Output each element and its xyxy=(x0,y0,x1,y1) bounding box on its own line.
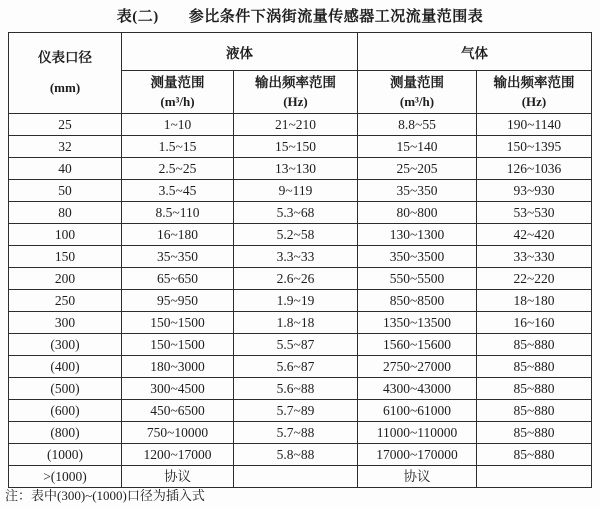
table-cell: 35~350 xyxy=(122,246,234,268)
table-cell: 100 xyxy=(9,224,122,246)
table-cell: 1.9~19 xyxy=(234,290,358,312)
measure-range-unit: (m³/h) xyxy=(160,93,195,109)
table-cell: 16~180 xyxy=(122,224,234,246)
measure-range-unit: (m³/h) xyxy=(399,93,435,109)
table-cell: 5.5~87 xyxy=(234,334,358,356)
table-cell xyxy=(234,466,358,488)
header-row-groups xyxy=(9,33,592,71)
table-cell: 85~880 xyxy=(477,334,592,356)
table-header xyxy=(9,33,592,114)
col-header-liquid-measure-range xyxy=(122,71,234,114)
table-cell: 50 xyxy=(9,180,122,202)
col-group-gas: 气体 xyxy=(358,33,592,71)
table-cell: 80 xyxy=(9,202,122,224)
table-cell: 33~330 xyxy=(477,246,592,268)
col-header-diameter xyxy=(9,33,122,114)
table-cell: 40 xyxy=(9,158,122,180)
table-cell: (600) xyxy=(9,400,122,422)
table-row xyxy=(9,378,592,400)
table-row xyxy=(9,224,592,246)
table-cell: (400) xyxy=(9,356,122,378)
measure-range-label: 测量范围 xyxy=(150,74,205,90)
table-row xyxy=(9,444,592,466)
table-number: 表(二) xyxy=(116,9,159,25)
table-cell: 11000~110000 xyxy=(358,422,477,444)
table-cell: (1000) xyxy=(9,444,122,466)
table-row xyxy=(9,114,592,136)
table-cell: 9~119 xyxy=(234,180,358,202)
table-cell: 3.3~33 xyxy=(234,246,358,268)
table-cell: 1200~17000 xyxy=(122,444,234,466)
table-cell: 5.6~88 xyxy=(234,378,358,400)
table-cell: 150 xyxy=(9,246,122,268)
table-title xyxy=(0,5,600,26)
table-cell: 1~10 xyxy=(122,114,234,136)
table-cell: 250 xyxy=(9,290,122,312)
table-cell: 1.5~15 xyxy=(122,136,234,158)
frequency-range-label: 输出频率范围 xyxy=(255,74,336,90)
table-cell: 85~880 xyxy=(477,422,592,444)
table-cell: 85~880 xyxy=(477,444,592,466)
table-cell: 150~1500 xyxy=(122,334,234,356)
table-cell: 16~160 xyxy=(477,312,592,334)
col-header-liquid-frequency-range xyxy=(234,71,358,114)
table-cell: 180~3000 xyxy=(122,356,234,378)
table-row xyxy=(9,334,592,356)
table-cell: 350~3500 xyxy=(358,246,477,268)
table-cell: 15~150 xyxy=(234,136,358,158)
col-header-gas-frequency-range xyxy=(477,71,592,114)
table-cell: 2750~27000 xyxy=(358,356,477,378)
table-cell: 550~5500 xyxy=(358,268,477,290)
table-cell: 13~130 xyxy=(234,158,358,180)
table-cell: 85~880 xyxy=(477,356,592,378)
table-cell: 5.7~89 xyxy=(234,400,358,422)
table-cell xyxy=(477,466,592,488)
table-cell: >(1000) xyxy=(9,466,122,488)
col-header-gas-measure-range xyxy=(358,71,477,114)
table-cell: 95~950 xyxy=(122,290,234,312)
table-cell: 450~6500 xyxy=(122,400,234,422)
table-cell: 300 xyxy=(9,312,122,334)
table-cell: (800) xyxy=(9,422,122,444)
measure-range-label: 测量范围 xyxy=(390,74,444,90)
table-cell: 5.2~58 xyxy=(234,224,358,246)
table-cell: 5.6~87 xyxy=(234,356,358,378)
table-body xyxy=(9,114,592,488)
table-cell: 190~1140 xyxy=(477,114,592,136)
col-group-liquid: 液体 xyxy=(122,33,358,71)
table-cell: 25~205 xyxy=(358,158,477,180)
table-cell: 8.8~55 xyxy=(358,114,477,136)
table-caption: 参比条件下涡街流量传感器工况流量范围表 xyxy=(188,9,484,25)
table-cell: (300) xyxy=(9,334,122,356)
table-cell: 85~880 xyxy=(477,378,592,400)
table-cell: 1350~13500 xyxy=(358,312,477,334)
table-row xyxy=(9,356,592,378)
table-cell: 130~1300 xyxy=(358,224,477,246)
table-cell: 150~1395 xyxy=(477,136,592,158)
frequency-range-unit: (Hz) xyxy=(521,93,547,109)
table-cell: 126~1036 xyxy=(477,158,592,180)
table-row xyxy=(9,466,592,488)
table-row xyxy=(9,202,592,224)
table-cell: 3.5~45 xyxy=(122,180,234,202)
table-cell: 300~4500 xyxy=(122,378,234,400)
table-cell: 150~1500 xyxy=(122,312,234,334)
table-cell: 5.8~88 xyxy=(234,444,358,466)
table-cell: 5.3~68 xyxy=(234,202,358,224)
table-cell: 1.8~18 xyxy=(234,312,358,334)
table-cell: 80~800 xyxy=(358,202,477,224)
table-cell: 2.6~26 xyxy=(234,268,358,290)
table-cell: 5.7~88 xyxy=(234,422,358,444)
footnote: 注：表中(300)~(1000)口径为插入式 xyxy=(5,488,205,503)
table-cell: 200 xyxy=(9,268,122,290)
diameter-label: 仪表口径 xyxy=(38,50,92,66)
table-cell: 85~880 xyxy=(477,400,592,422)
diameter-unit: (mm) xyxy=(49,80,81,96)
table-row xyxy=(9,290,592,312)
table-cell: 1560~15600 xyxy=(358,334,477,356)
table-cell: 4300~43000 xyxy=(358,378,477,400)
frequency-range-label: 输出频率范围 xyxy=(493,74,575,90)
table-cell: 协议 xyxy=(122,466,234,488)
table-cell: 850~8500 xyxy=(358,290,477,312)
table-cell: 65~650 xyxy=(122,268,234,290)
table-cell: (500) xyxy=(9,378,122,400)
frequency-range-unit: (Hz) xyxy=(283,93,308,109)
table-row xyxy=(9,180,592,202)
table-row xyxy=(9,136,592,158)
table-cell: 协议 xyxy=(358,466,477,488)
table-cell: 25 xyxy=(9,114,122,136)
table-cell: 6100~61000 xyxy=(358,400,477,422)
table-row xyxy=(9,268,592,290)
table-row xyxy=(9,400,592,422)
flow-range-table xyxy=(8,32,592,488)
table-cell: 42~420 xyxy=(477,224,592,246)
table-cell: 15~140 xyxy=(358,136,477,158)
table-row xyxy=(9,312,592,334)
table-cell: 21~210 xyxy=(234,114,358,136)
table-cell: 22~220 xyxy=(477,268,592,290)
table-cell: 53~530 xyxy=(477,202,592,224)
table-cell: 750~10000 xyxy=(122,422,234,444)
table-cell: 93~930 xyxy=(477,180,592,202)
table-cell: 8.5~110 xyxy=(122,202,234,224)
table-cell: 32 xyxy=(9,136,122,158)
table-cell: 18~180 xyxy=(477,290,592,312)
table-row xyxy=(9,246,592,268)
table-cell: 35~350 xyxy=(358,180,477,202)
table-cell: 17000~170000 xyxy=(358,444,477,466)
table-cell: 2.5~25 xyxy=(122,158,234,180)
table-row xyxy=(9,422,592,444)
table-row xyxy=(9,158,592,180)
